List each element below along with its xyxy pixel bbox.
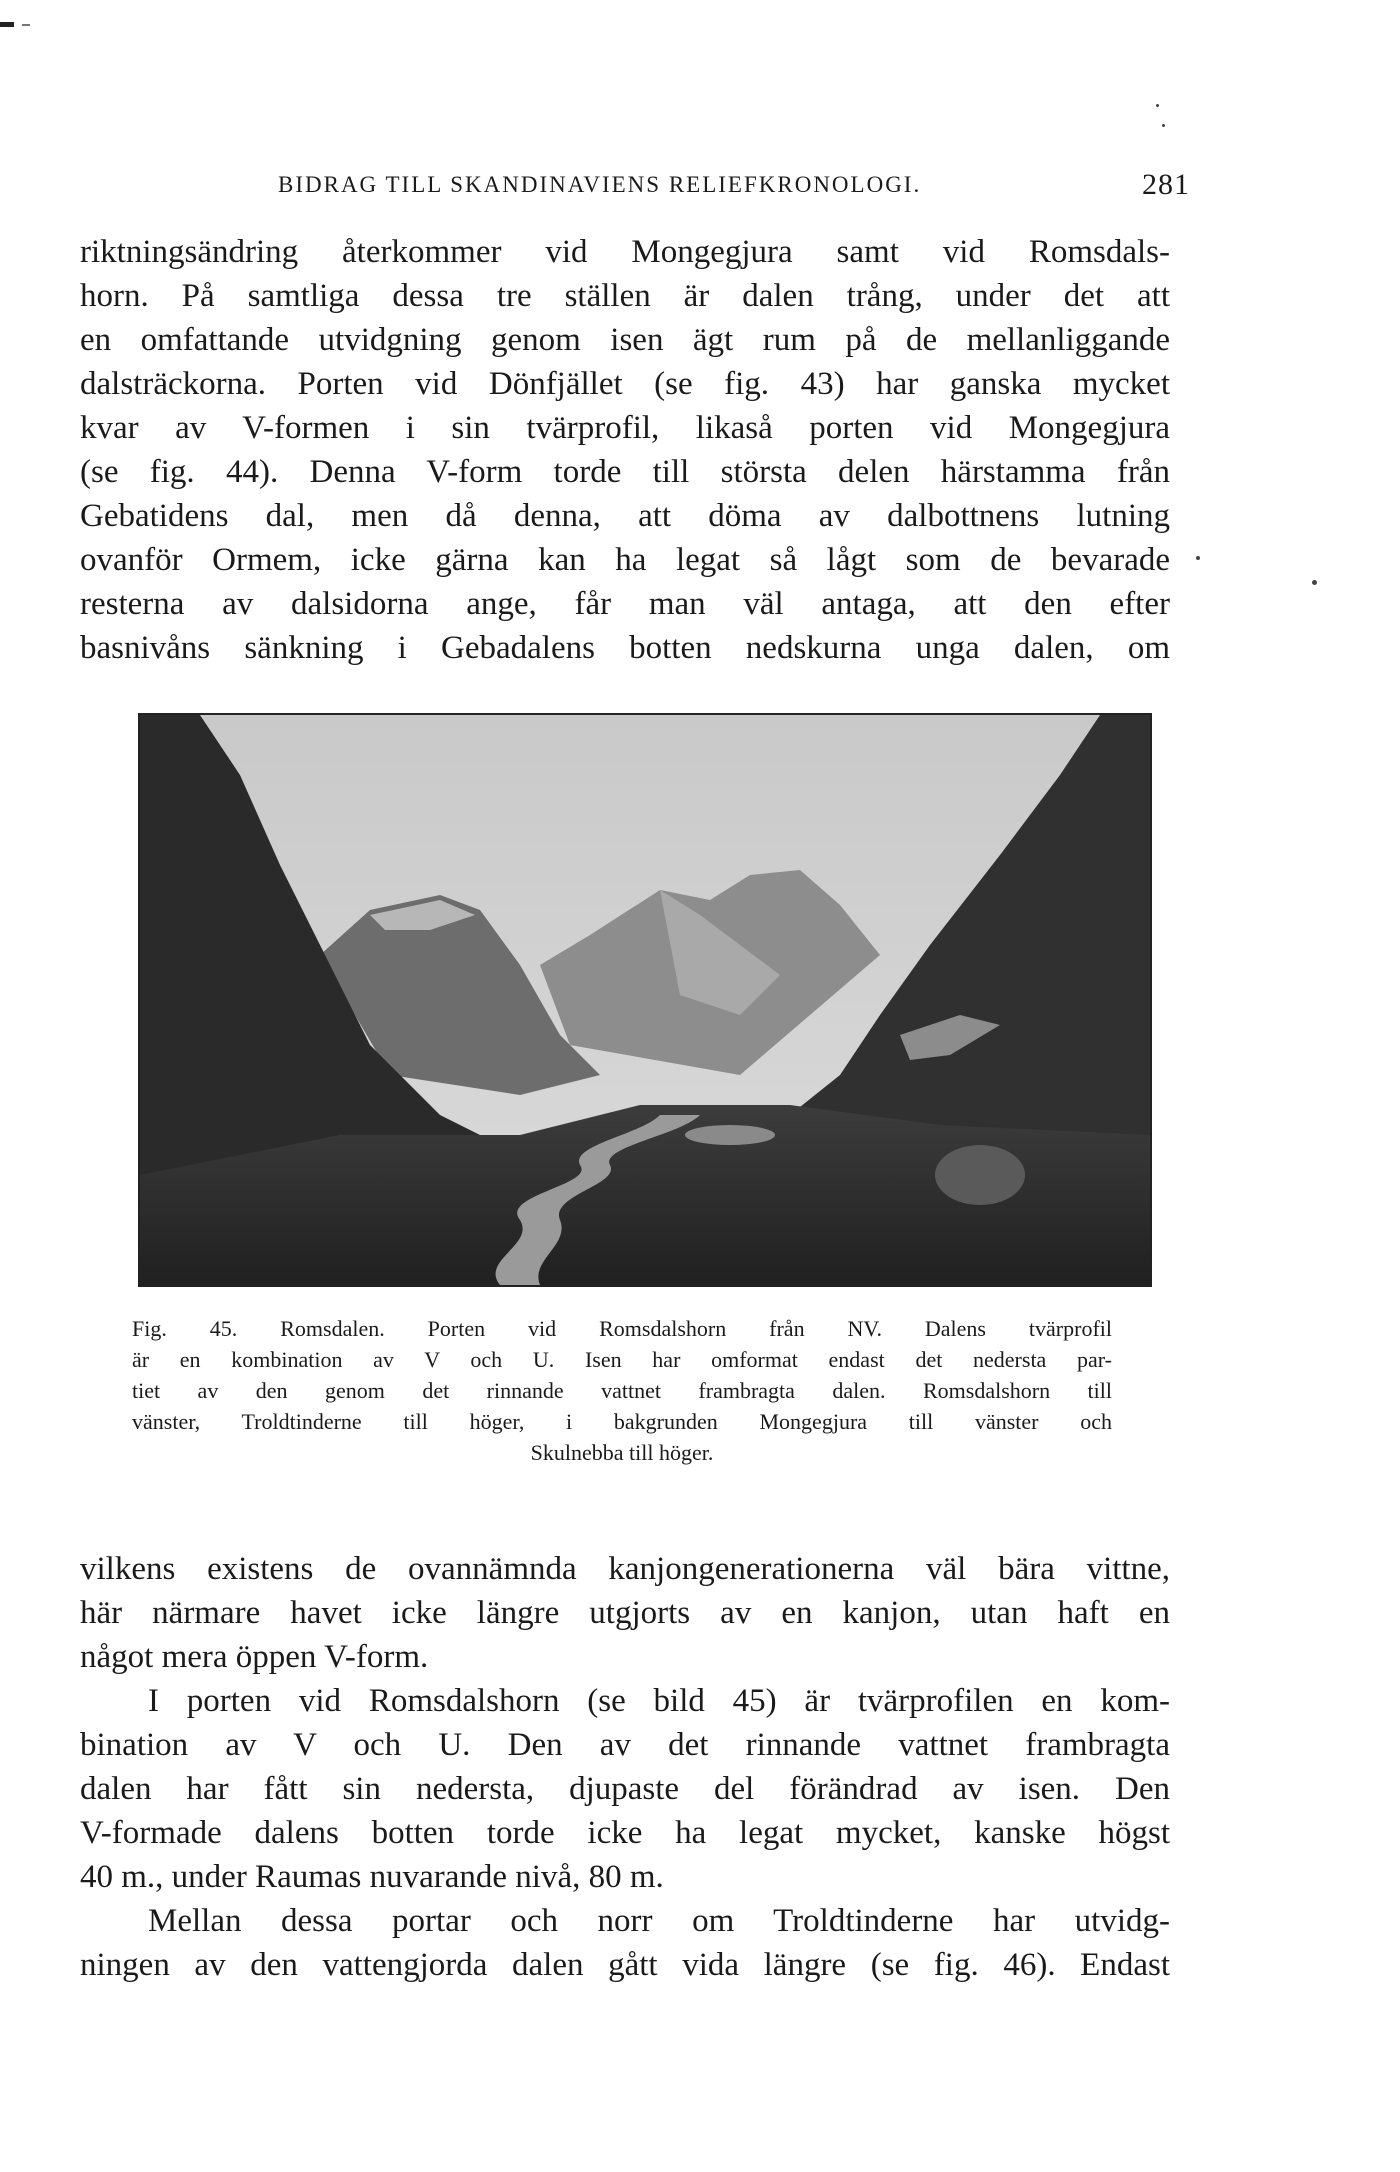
text-line: ningen av den vattengjorda dalen gått vida längre (se fig. 46). Endast: [80, 1947, 1170, 1983]
paragraph-middle: [80, 1547, 1170, 1679]
text-line: dalsträckorna. Porten vid Dönfjället (se fig. 43) har ganska mycket: [80, 366, 1170, 402]
text-line: dalen har fått sin nedersta, djupaste del förändrad av isen. Den: [80, 1771, 1170, 1807]
text-line: Mellan dessa portar och norr om Troldtinderne har utvidg-: [148, 1903, 1170, 1939]
text-line: Gebatidens dal, men då denna, att döma av dalbottnens lutning: [80, 498, 1170, 534]
paragraph-romsdalshorn: [80, 1679, 1170, 1899]
text-line: här närmare havet icke längre utgjorts av en kanjon, utan haft en: [80, 1595, 1170, 1631]
running-header: [278, 168, 1190, 208]
text-line: bination av V och U. Den av det rinnande vattnet frambragta: [80, 1727, 1170, 1763]
scan-speck: [1312, 580, 1317, 585]
paragraph-bottom: [80, 1899, 1170, 1987]
river-pool: [685, 1125, 775, 1145]
text-line: 40 m., under Raumas nuvarande nivå, 80 m.: [80, 1859, 664, 1895]
text-line: riktningsändring återkommer vid Mongegjura samt vid Romsdals-: [80, 234, 1170, 270]
text-line: ovanför Ormem, icke gärna kan ha legat så lågt som de bevarade: [80, 542, 1170, 578]
page-number: 281: [1142, 168, 1190, 201]
scan-mark: [0, 22, 14, 27]
light-patch: [935, 1145, 1025, 1205]
caption-line: Fig. 45. Romsdalen. Porten vid Romsdalshorn från NV. Dalens tvärprofil: [132, 1316, 1112, 1341]
text-line: något mera öppen V-form.: [80, 1639, 429, 1675]
text-line: basnivåns sänkning i Gebadalens botten nedskurna unga dalen, om: [80, 630, 1170, 666]
caption-line: vänster, Troldtinderne till höger, i bakgrunden Mongegjura till vänster och: [132, 1409, 1112, 1434]
figure-photo-romsdalen: [138, 713, 1152, 1287]
caption-line: tiet av den genom det rinnande vattnet frambragta dalen. Romsdalshorn till: [132, 1378, 1112, 1403]
scan-speck: [1162, 124, 1165, 127]
scan-speck: [1196, 556, 1200, 560]
text-line: horn. På samtliga dessa tre ställen är dalen trång, under det att: [80, 278, 1170, 314]
text-line: en omfattande utvidgning genom isen ägt rum på de mellanliggande: [80, 322, 1170, 358]
running-title: BIDRAG TILL SKANDINAVIENS RELIEFKRONOLOGI.: [278, 172, 922, 197]
caption-line: Skulnebba till höger.: [530, 1440, 714, 1465]
text-line: I porten vid Romsdalshorn (se bild 45) är tvärprofilen en kom-: [148, 1683, 1170, 1719]
scan-mark: [22, 24, 30, 26]
valley-photo: [140, 715, 1150, 1285]
scan-speck: [1156, 104, 1159, 107]
text-line: kvar av V-formen i sin tvärprofil, likaså porten vid Mongegjura: [80, 410, 1170, 446]
figure-caption: [132, 1313, 1112, 1468]
text-line: V-formade dalens botten torde icke ha legat mycket, kanske högst: [80, 1815, 1170, 1851]
caption-line: är en kombination av V och U. Isen har omformat endast det nedersta par-: [132, 1347, 1112, 1372]
text-line: vilkens existens de ovannämnda kanjongenerationerna väl bära vittne,: [80, 1551, 1170, 1587]
text-line: (se fig. 44). Denna V-form torde till största delen härstamma från: [80, 454, 1170, 490]
text-line: resterna av dalsidorna ange, får man väl antaga, att den efter: [80, 586, 1170, 622]
paragraph-top: [80, 230, 1170, 670]
